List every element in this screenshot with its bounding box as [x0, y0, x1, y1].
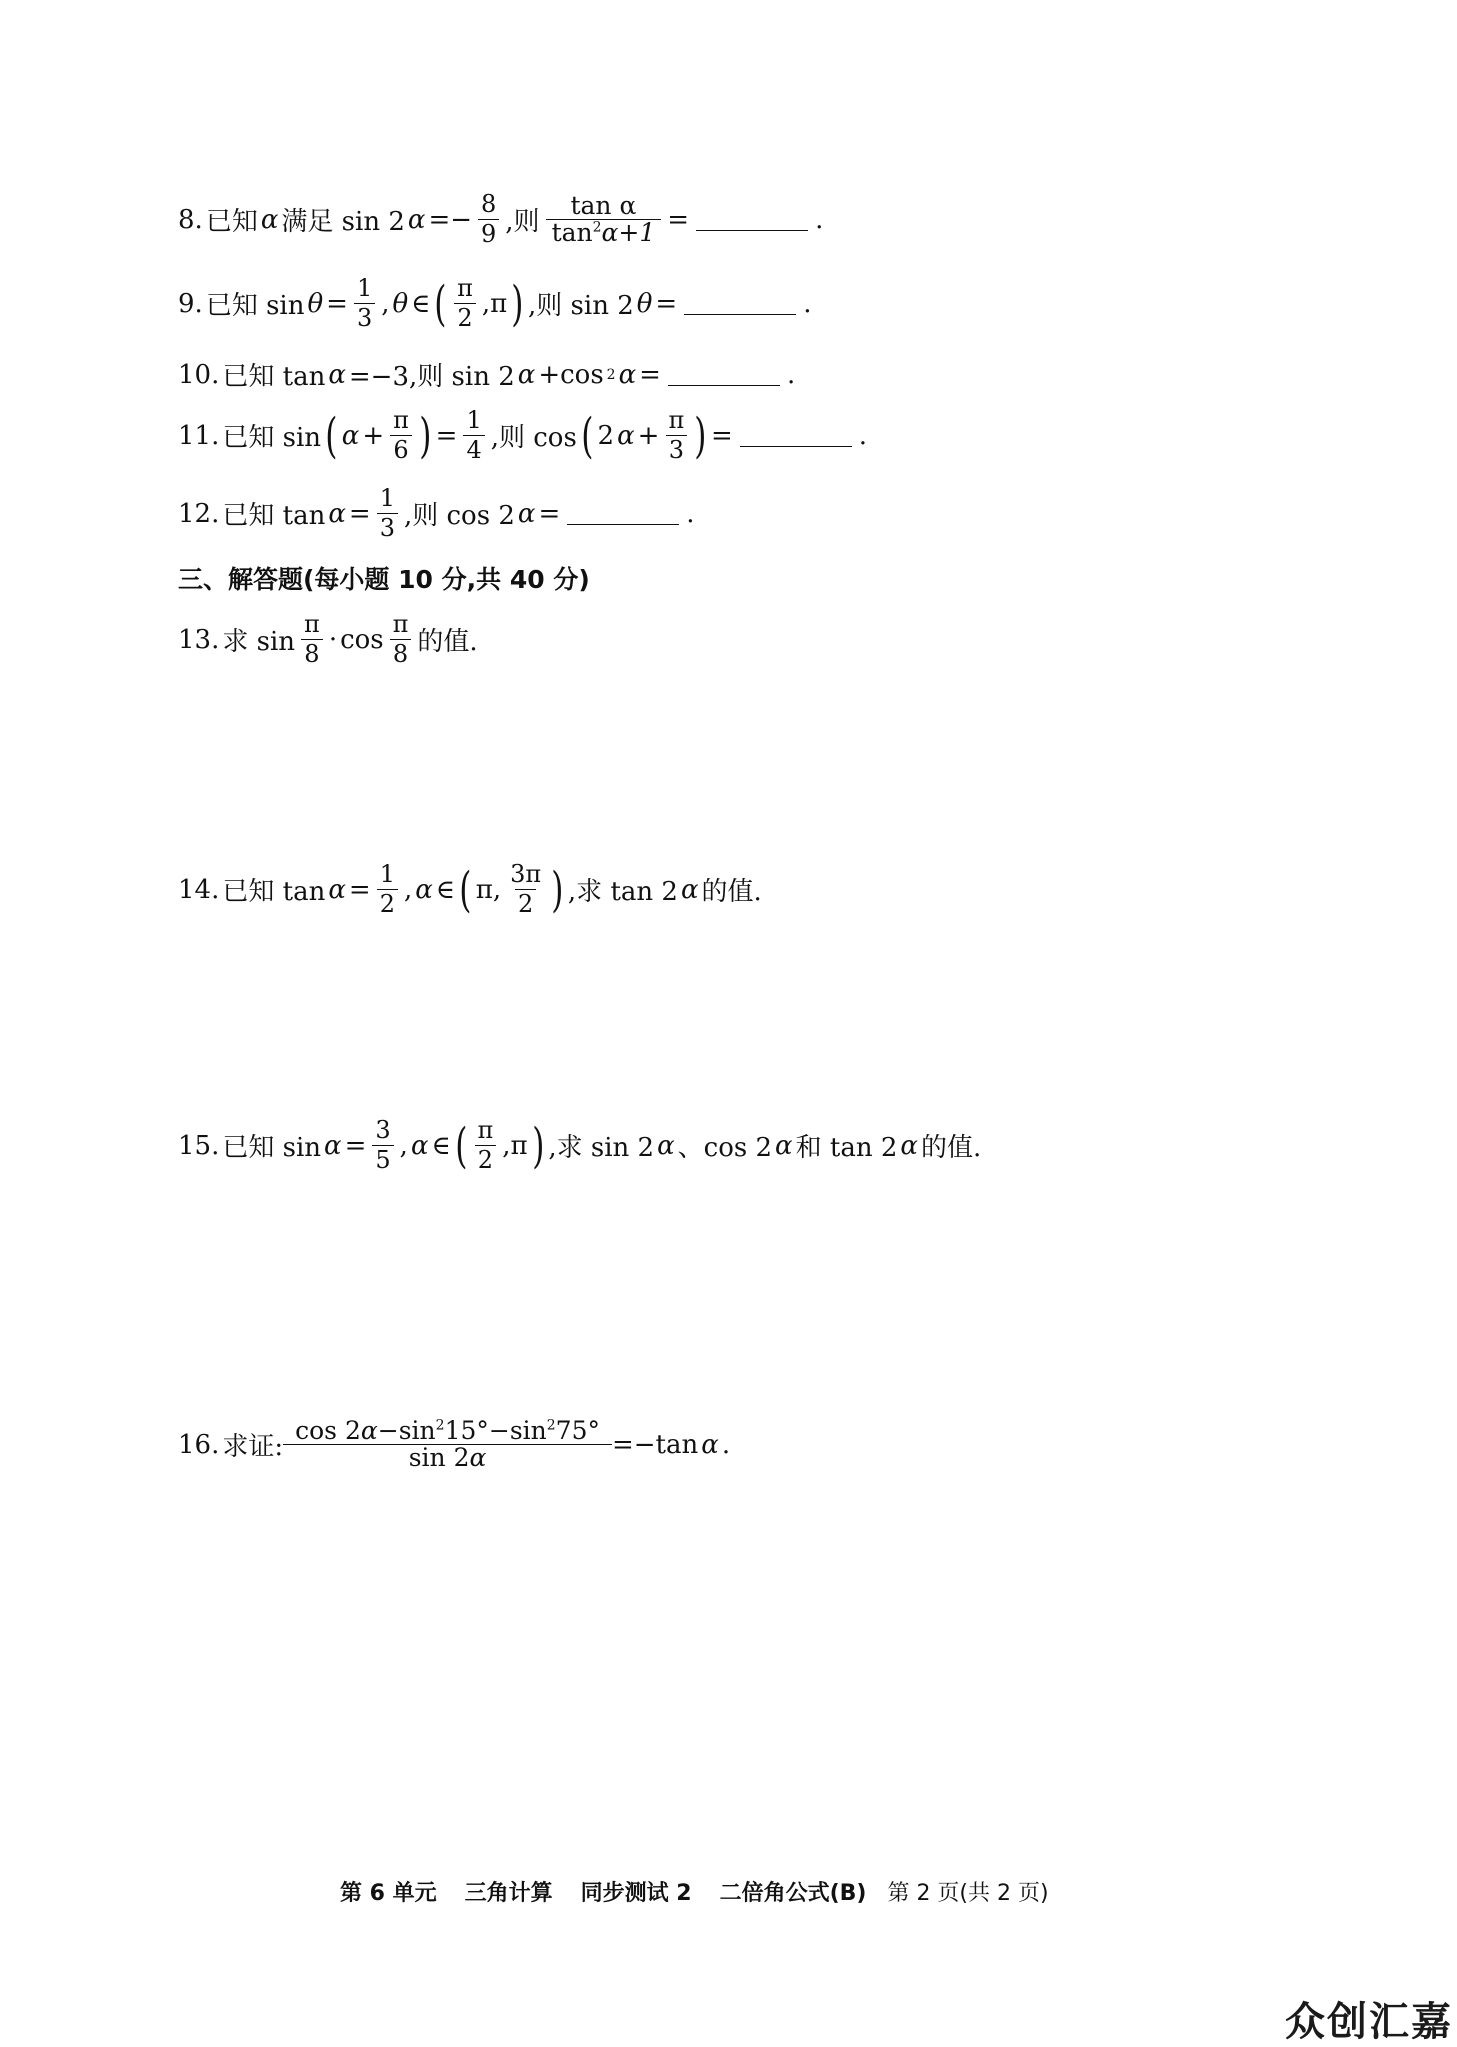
watermark-logo: 众创汇嘉 — [1285, 1999, 1453, 2045]
question-9: 9. 已知 sin θ = $\frac{1}{3}$ , θ ∈ ( $\frac{\pi}{2}$ ,π ) ,则 sin 2 θ = . — [178, 274, 812, 333]
answer-blank[interactable] — [567, 502, 679, 525]
answer-blank[interactable] — [740, 424, 852, 447]
question-11: 11. 已知 sin ( α + $\frac{\pi}{6}$ ) = $\frac{1}{4}$ ,则 cos ( 2 α + $\frac{\pi}{3}$ ) = . — [178, 406, 868, 465]
question-8: 8. 已知 α 满足 sin 2 α =− $\frac{8}{9}$ ,则 $\frac{\text{tan α}}{\tan^2\alpha+1}$ = . — [178, 190, 824, 249]
answer-blank[interactable] — [684, 292, 796, 315]
question-16: 16. 求证: $\frac{\cos 2\alpha-\sin^215^\circ-\sin^275^\circ}{\sin 2\alpha}$ =−tan α . — [178, 1416, 731, 1473]
answer-blank[interactable] — [668, 363, 780, 386]
question-14: 14. 已知 tan α = $\frac{1}{2}$ , α ∈ ( π, $\frac{3\pi}{2}$ ) ,求 tan 2 α 的值. — [178, 860, 762, 919]
question-13: 13. 求 sin $\frac{\pi}{8}$ · cos $\frac{\pi}{8}$ 的值. — [178, 610, 478, 669]
question-12: 12. 已知 tan α = $\frac{1}{3}$ ,则 cos 2 α = . — [178, 484, 695, 543]
page-footer: 第 6 单元 三角计算 同步测试 2 二倍角公式(B) 第 2 页(共 2 页) — [340, 1881, 1049, 1906]
answer-blank[interactable] — [696, 208, 808, 231]
section-header: 三、解答题(每小题 10 分,共 40 分) — [178, 565, 590, 594]
question-15: 15. 已知 sin α = $\frac{3}{5}$ , α ∈ ( $\frac{\pi}{2}$ ,π ) ,求 sin 2 α 、cos 2 α 和 tan 2 α 的值. — [178, 1116, 982, 1175]
question-10: 10. 已知 tan α =−3,则 sin 2 α +cos 2 α = . — [178, 359, 796, 392]
